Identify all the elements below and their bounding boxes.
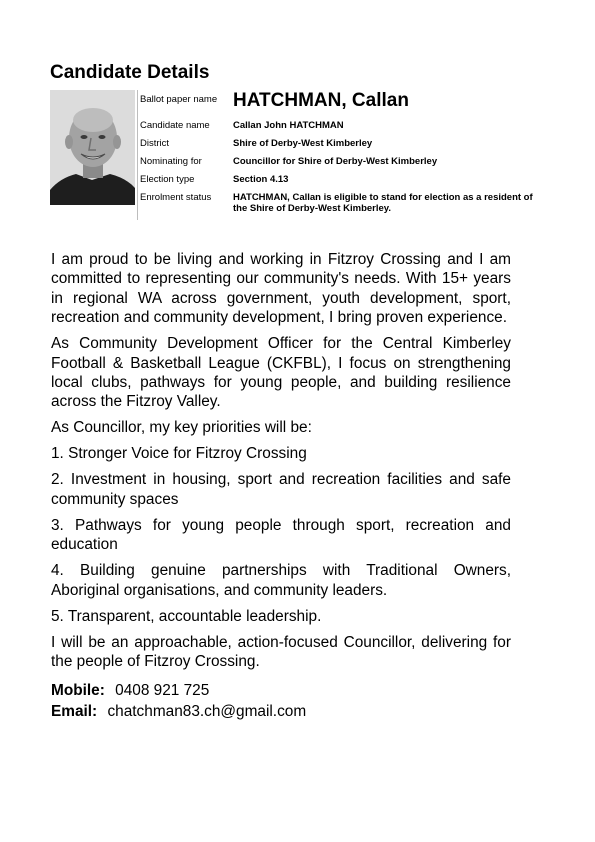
ballot-name-row	[137, 90, 537, 118]
election-type-row	[137, 172, 537, 190]
enrolment-status-label: Enrolment status	[137, 190, 233, 220]
district-row	[137, 136, 537, 154]
email-line	[51, 702, 511, 723]
priority-item: 4. Building genuine partnerships with Traditional Owners, Aboriginal organisations, and community leaders.	[51, 562, 511, 599]
page-title: Candidate Details	[50, 62, 210, 83]
statement-paragraph: As Councillor, my key priorities will be:	[51, 419, 312, 437]
mobile-value: 0408 921 725	[115, 682, 210, 700]
enrolment-status-row	[137, 190, 537, 220]
ballot-name-label: Ballot paper name	[137, 90, 233, 118]
nominating-value: Councillor for Shire of Derby-West Kimberley	[233, 156, 438, 167]
mobile-line	[51, 681, 511, 702]
statement-paragraph: I will be an approachable, action-focused Councillor, delivering for the people of Fitzroy Crossing.	[51, 633, 511, 671]
district-value: Shire of Derby-West Kimberley	[233, 138, 373, 149]
portrait-image	[50, 90, 135, 205]
candidate-details-table	[137, 90, 537, 220]
nominating-row	[137, 154, 537, 172]
candidate-name-label: Candidate name	[137, 118, 233, 136]
ballot-name-value: HATCHMAN, Callan	[233, 90, 409, 111]
enrolment-status-value: HATCHMAN, Callan is eligible to stand for election as a resident of the Shire of Derby-West Kimberley.	[233, 192, 533, 214]
election-type-label: Election type	[137, 172, 233, 190]
candidate-name-value: Callan John HATCHMAN	[233, 120, 344, 131]
election-type-value: Section 4.13	[233, 174, 289, 185]
statement-paragraph: As Community Development Officer for the Central Kimberley Football & Basketball League (CKFBL), I focus on strengthening local clubs, pathways for young people, and building resilience across the Fitzroy Valley.	[51, 335, 511, 411]
candidate-name-row	[137, 118, 537, 136]
candidate-photo	[50, 90, 135, 205]
email-label: Email:	[51, 702, 98, 720]
priority-item: 3. Pathways for young people through sport, recreation and education	[51, 516, 511, 554]
priority-item: 2. Investment in housing, sport and recreation facilities and safe community spaces	[51, 471, 511, 508]
priority-item: 1. Stronger Voice for Fitzroy Crossing	[51, 445, 307, 463]
district-label: District	[137, 136, 233, 154]
priority-item: 5. Transparent, accountable leadership.	[51, 607, 322, 625]
mobile-label: Mobile:	[51, 682, 105, 700]
email-value: chatchman83.ch@gmail.com	[107, 702, 307, 720]
candidate-statement	[51, 250, 511, 722]
statement-paragraph: I am proud to be living and working in Fitzroy Crossing and I am committed to representing our community's needs. With 15+ years in regional WA across government, youth development, sport, recreation and community development, I bring proven experience.	[51, 251, 511, 327]
nominating-label: Nominating for	[137, 154, 233, 172]
contact-details	[51, 681, 511, 722]
